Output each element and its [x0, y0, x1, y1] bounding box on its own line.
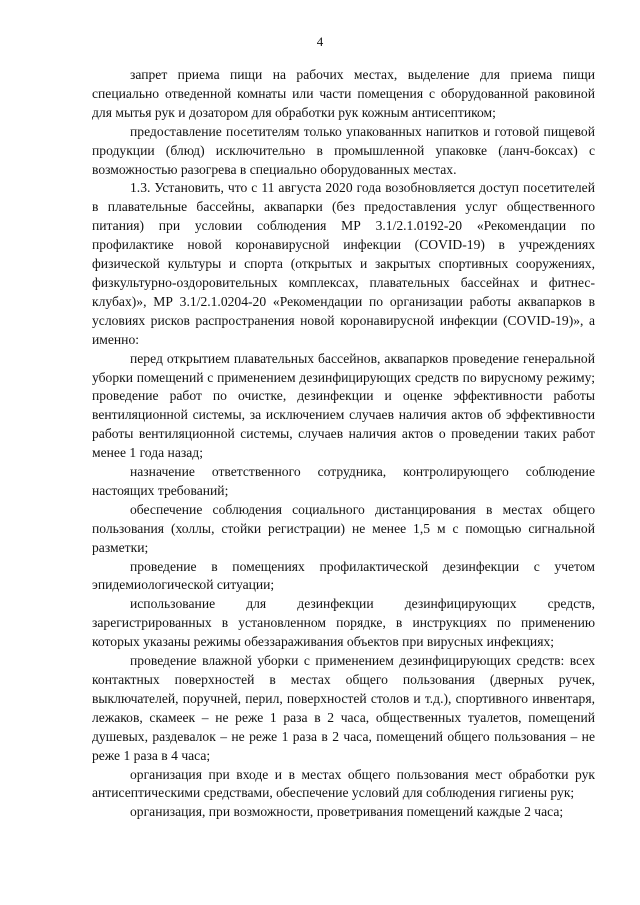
- paragraph-wet-cleaning: проведение влажной уборки с применением дезинфицирующих средств: всех контактных поверхностей в местах общего пользования (дверных ручек, выключателей, поручней, перил, поверхностей столов и т.д.), спортивного инвентаря, лежаков, скамеек – не реже 1 раза в 2 часа, общественных туалетов, помещений душевых, раздевалок – не реже 1 раза в 2 часа, помещений общего пользования – не реже 1 раза в 4 часа;: [92, 653, 595, 763]
- paragraph-food-ban: запрет приема пищи на рабочих местах, выделение для приема пищи специально отведенной комнаты или части помещения с оборудованной раковиной для мытья рук и дозатором для обработки рук кожным антисептиком;: [92, 67, 595, 120]
- paragraph-section-1-3: 1.3. Установить, что с 11 августа 2020 года возобновляется доступ посетителей в плавательные бассейны, аквапарки (без предоставления услуг общественного питания) при условии соблюдения МР 3.1/2.1.0192-20 «Рекомендации по профилактике новой коронавирусной инфекции (COVID-19) в учреждениях физической культуры и спорта (открытых и закрытых спортивных сооружениях, физкультурно-оздоровительных комплексах, плавательных бассейнах и фитнес-клубах)», МР 3.1/2.1.0204-20 «Рекомендации по организации работы аквапарков в условиях рисков распространения новой коронавирусной инфекции (COVID-19)», а именно:: [92, 180, 595, 347]
- paragraph-hand-hygiene: организация при входе и в местах общего пользования мест обработки рук антисептическими средствами, обеспечение условий для соблюдения гигиены рук;: [92, 766, 595, 801]
- paragraph-ventilation: организация, при возможности, проветривания помещений каждые 2 часа;: [130, 804, 564, 820]
- paragraph-general-cleaning: перед открытием плавательных бассейнов, аквапарков проведение генеральной уборки помещений с применением дезинфицирующих средств по вирусному режиму; проведение работ по очистке, дезинфекции и оценке эффективности работы вентиляционной системы, за исключением случаев наличия актов об эффективности работы вентиляционной системы, случаев наличия актов о проведении таких работ менее 1 года назад;: [92, 350, 595, 461]
- paragraph-preventive-disinfection: проведение в помещениях профилактической дезинфекции с учетом эпидемиологической ситуации;: [92, 558, 595, 593]
- paragraph-social-distancing: обеспечение соблюдения социального дистанцирования в местах общего пользования (холлы, стойки регистрации) не менее 1,5 м с помощью сигнальной разметки;: [92, 501, 595, 555]
- page-number: 4: [316, 34, 324, 49]
- document-body: [92, 66, 595, 822]
- paragraph-disinfectant-use: использование для дезинфекции дезинфицирующих средств, зарегистрированных в установленном порядке, в инструкциях по применению которых указаны режимы обеззараживания объектов при вирусных инфекциях;: [92, 596, 595, 650]
- paragraph-packaged-food: предоставление посетителям только упакованных напитков и готовой пищевой продукции (блюд) исключительно в промышленной упаковке (ланч-боксах) с возможностью разогрева в специально оборудованных местах.: [92, 123, 595, 177]
- paragraph-responsible-employee: назначение ответственного сотрудника, контролирующего соблюдение настоящих требований;: [92, 464, 595, 498]
